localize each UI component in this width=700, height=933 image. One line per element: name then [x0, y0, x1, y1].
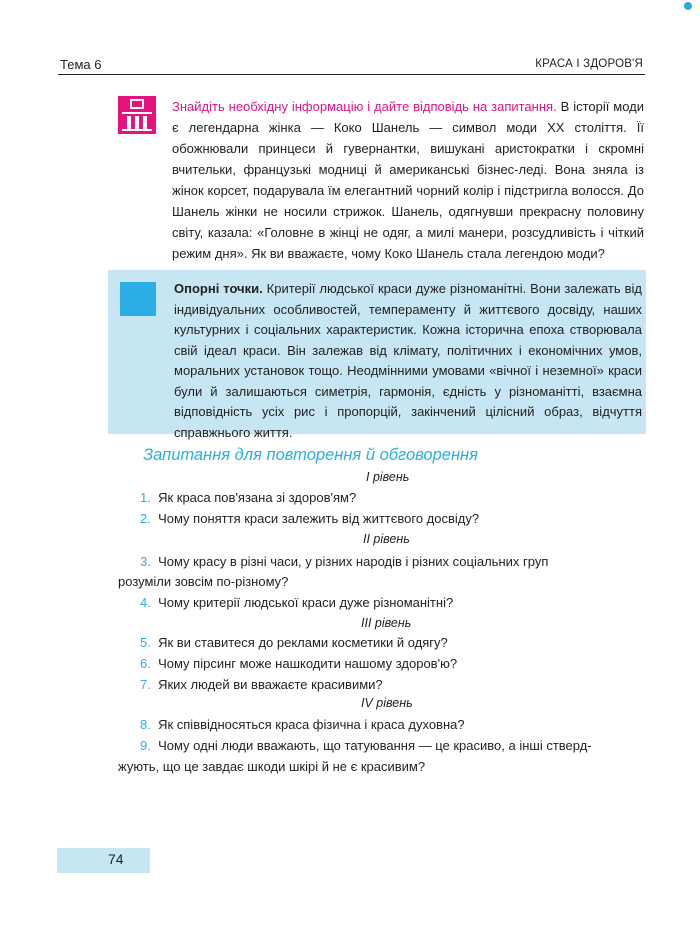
level-4-heading: IV рівень	[361, 696, 413, 710]
keypoints-paragraph	[174, 279, 642, 443]
question-3: 3. Чому красу в різні часи, у різних народів і різних соціальних груп	[140, 554, 549, 569]
page-number-band	[57, 848, 150, 873]
header-divider	[58, 74, 645, 75]
question-3-continuation: розуміли зовсім по-різному?	[118, 574, 289, 589]
page-header	[58, 57, 645, 77]
question-7: 7. Яких людей ви вважаєте красивими?	[140, 677, 383, 692]
logo-dot-icon	[684, 2, 692, 10]
corner-logo	[684, 2, 692, 10]
question-5: 5. Як ви ставитеся до реклами косметики й одягу?	[140, 635, 448, 650]
level-1-heading: І рівень	[366, 470, 410, 484]
question-2: 2. Чому поняття краси залежить від життєвого досвіду?	[140, 511, 480, 526]
task-instruction: Знайдіть необхідну інформацію і дайте відповідь на запитання.	[172, 99, 557, 114]
blue-square-icon	[120, 282, 156, 316]
question-9: 9. Чому одні люди вважають, що татуювання — це красиво, а інші стверд-	[140, 738, 592, 753]
header-section: КРАСА І ЗДОРОВ'Я	[535, 58, 643, 70]
question-1: 1. Як краса пов'язана зі здоров'ям?	[140, 490, 357, 505]
question-8: 8. Як співвідносяться краса фізична і краса духовна?	[140, 717, 465, 732]
task-paragraph	[172, 96, 644, 264]
keypoints-label: Опорні точки.	[174, 281, 263, 296]
question-9-continuation: жують, що це завдає шкоди шкірі й не є красивим?	[118, 759, 426, 774]
page-number: 74	[108, 851, 124, 867]
task-body: В історії моди є легендарна жінка — Коко Шанель — символ моди XX століття. Її обожнювали принцеси й гувернантки, вишукані аристократки і скромні вчительки, французькі модниці й американські бізнес-леді. Вона зняла із жінок корсет, подарувала їм елегантний чорний колір і підстригла волосся. До Шанель жінки не носили стрижок. Шанель, одягнувши прекрасну половину світу, казала: «Головне в жінці не одяг, а милі манери, розсудливість і чіткий режим дня». Як ви вважаєте, чому Коко Шанель стала легендою моди?	[172, 99, 644, 261]
keypoints-body: Критерії людської краси дуже різноманітні. Вони залежать від індивідуальних особливостей, темпераменту й життєвого досвіду, наших культурних і соціальних характеристик. Кожна історична епоха створювала свій ідеал краси. Він залежав від клімату, політичних і економічних умов, моральних установок тощо. Неодмінними умовами «вічної і неземної» краси були й залишаються симетрія, гармонія, єдність у різноманітті, взаємна відповідність усіх рис і пропорцій, закінчений цілісний образ, відчуття справжнього життя.	[174, 281, 642, 440]
question-6: 6. Чому пірсинг може нашкодити нашому здоров'ю?	[140, 656, 458, 671]
level-2-heading: ІІ рівень	[363, 532, 410, 546]
task-lectern-icon	[118, 96, 156, 134]
keypoints-box	[108, 270, 646, 440]
question-4: 4. Чому критерії людської краси дуже різноманітні?	[140, 595, 454, 610]
level-3-heading: ІІІ рівень	[361, 616, 412, 630]
header-topic: Тема 6	[60, 57, 102, 72]
questions-title: Запитання для повторення й обговорення	[143, 446, 478, 464]
